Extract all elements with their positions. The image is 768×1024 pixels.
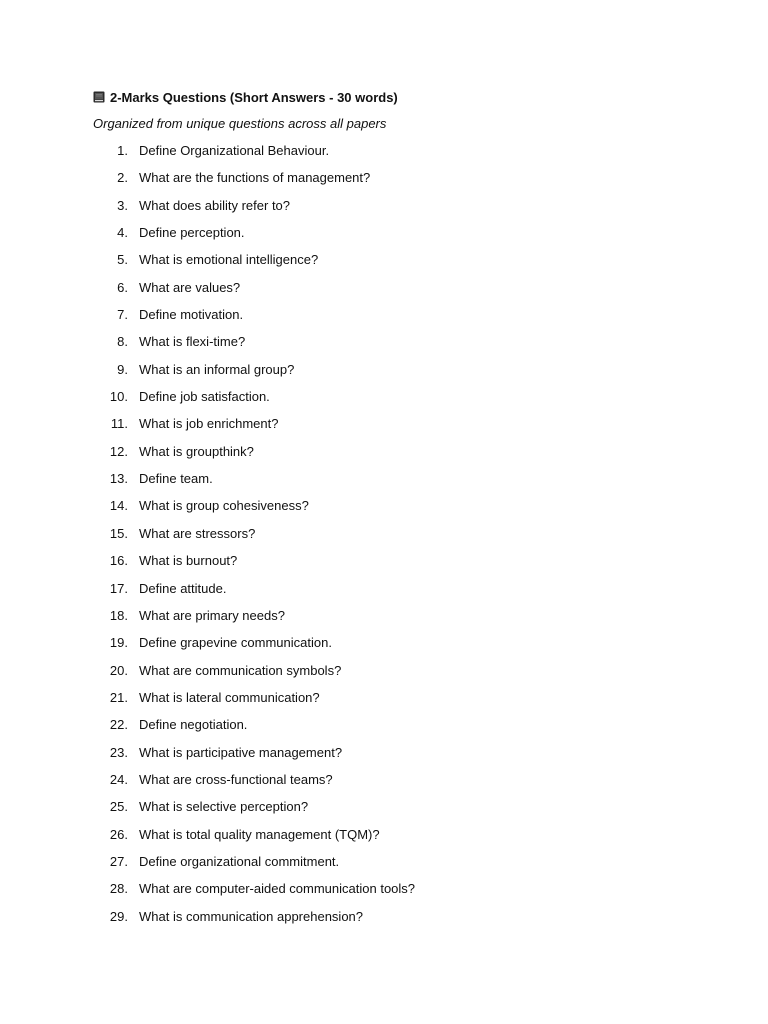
question-number: 28. [109, 881, 128, 897]
question-text: What are cross-functional teams? [139, 771, 333, 787]
question-text: What is an informal group? [139, 361, 295, 377]
question-text: What is group cohesiveness? [139, 498, 309, 514]
question-number: 5. [117, 252, 128, 268]
question-number: 23. [109, 744, 128, 760]
question-number: 10. [109, 389, 128, 405]
question-text: Define job satisfaction. [139, 389, 270, 405]
question-number: 22. [109, 717, 128, 733]
question-text: Define negotiation. [139, 717, 248, 733]
question-text: What is job enrichment? [139, 416, 279, 432]
question-text: Define team. [139, 471, 213, 487]
question-text: What are the functions of management? [139, 170, 371, 186]
question-number: 13. [109, 471, 128, 487]
question-number: 24. [109, 771, 128, 787]
question-number: 17. [109, 580, 128, 596]
question-text: What are computer-aided communication tools? [139, 881, 416, 897]
question-number: 15. [109, 525, 128, 541]
question-text: What are values? [139, 279, 241, 295]
question-text: What are primary needs? [139, 607, 285, 623]
section-heading [93, 88, 398, 106]
heading-text: 2-Marks Questions (Short Answers - 30 words) [110, 89, 398, 105]
question-number: 1. [117, 143, 128, 158]
question-number: 20. [109, 662, 128, 678]
question-text: Define attitude. [139, 580, 227, 596]
question-number: 3. [117, 197, 128, 213]
question-number: 18. [109, 607, 128, 623]
question-number: 19. [109, 635, 128, 651]
question-text: Define Organizational Behaviour. [139, 143, 330, 158]
question-number: 4. [117, 225, 128, 241]
question-text: What is total quality management (TQM)? [139, 826, 380, 842]
question-text: Define grapevine communication. [139, 635, 332, 651]
question-number: 29. [109, 908, 128, 924]
question-number: 9. [117, 361, 128, 377]
question-text: What is lateral communication? [139, 689, 320, 705]
question-text: What are communication symbols? [139, 662, 342, 678]
question-text: What does ability refer to? [139, 197, 291, 213]
question-number: 14. [109, 498, 128, 514]
question-text: What are stressors? [139, 525, 256, 541]
question-text: Define organizational commitment. [139, 853, 340, 869]
question-number: 21. [109, 689, 128, 705]
question-number: 27. [109, 853, 128, 869]
question-text: What is groupthink? [139, 443, 254, 459]
question-number: 8. [117, 334, 128, 350]
question-text: Define motivation. [139, 307, 244, 323]
question-number: 12. [109, 443, 128, 459]
question-number: 16. [109, 553, 128, 569]
question-number: 6. [117, 279, 128, 295]
question-text: What is communication apprehension? [139, 908, 364, 924]
question-number: 2. [117, 170, 128, 186]
question-text: What is participative management? [139, 744, 343, 760]
book-icon [93, 91, 105, 103]
question-text: Define perception. [139, 225, 245, 241]
question-number: 25. [109, 799, 128, 815]
question-number: 11. [110, 416, 128, 432]
question-text: What is flexi-time? [139, 334, 246, 350]
question-text: What is selective perception? [139, 799, 309, 815]
question-number: 26. [109, 826, 128, 842]
question-number: 7. [117, 307, 128, 323]
question-text: What is burnout? [139, 553, 238, 569]
subtitle: Organized from unique questions across all papers [93, 116, 387, 131]
question-text: What is emotional intelligence? [139, 252, 319, 268]
